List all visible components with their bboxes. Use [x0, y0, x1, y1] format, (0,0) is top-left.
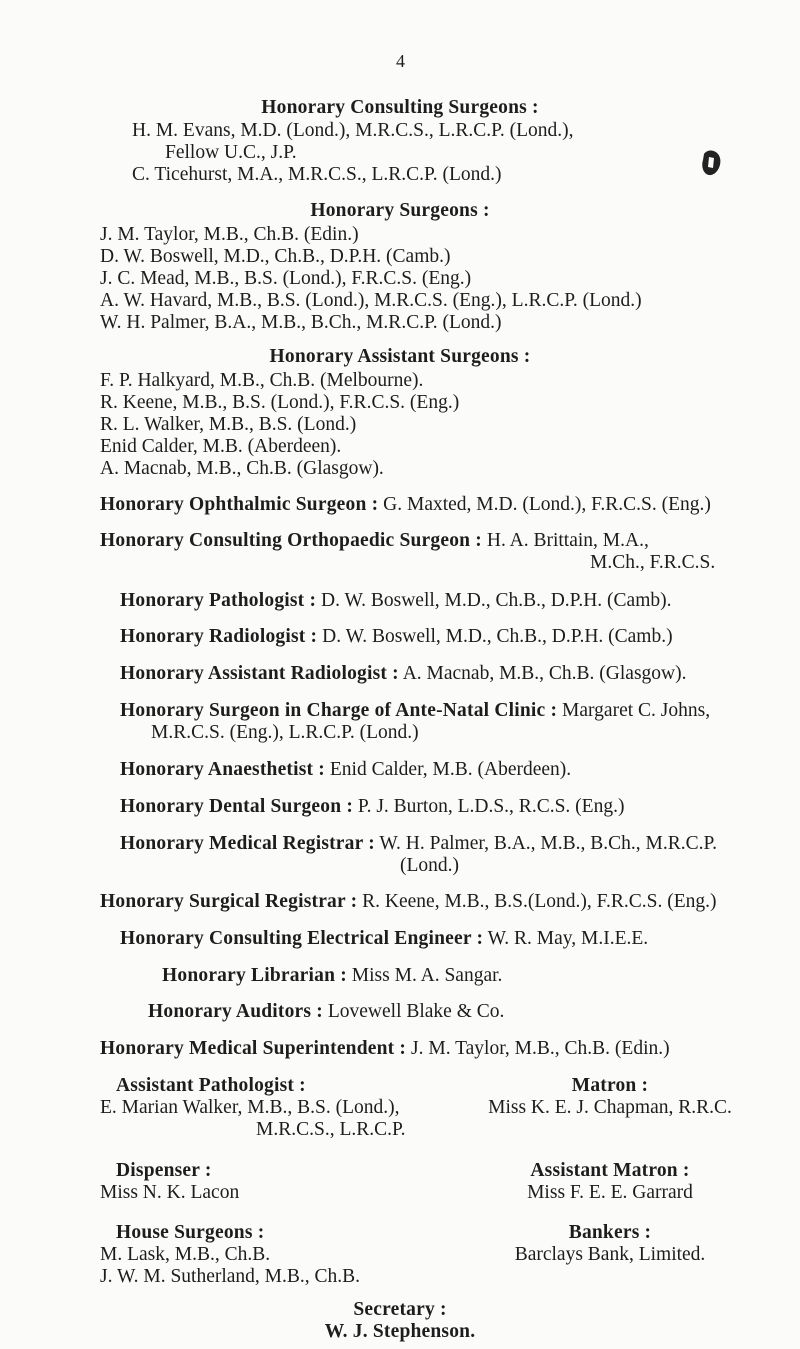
ink-stamp-mark [700, 148, 722, 178]
assistant-matron-line-1: Miss F. E. E. Garrard [527, 1182, 693, 1203]
post-pathologist: Honorary Pathologist : D. W. Boswell, M.D., Ch.B., D.P.H. (Camb). [120, 590, 672, 611]
house-surgeons-heading: House Surgeons : [116, 1222, 265, 1243]
post-electrical-engineer: Honorary Consulting Electrical Engineer : W. R. May, M.I.E.E. [120, 928, 649, 949]
post-orthopaedic-surgeon-cont: M.Ch., F.R.C.S. [590, 552, 716, 573]
post-medical-registrar-cont: (Lond.) [400, 855, 460, 876]
post-librarian: Honorary Librarian : Miss M. A. Sangar. [162, 965, 503, 986]
assistant-pathologist-line-1: E. Marian Walker, M.B., B.S. (Lond.), [100, 1097, 400, 1118]
dispenser-heading: Dispenser : [116, 1160, 212, 1181]
post-dental-surgeon: Honorary Dental Surgeon : P. J. Burton, L.D.S., R.C.S. (Eng.) [120, 796, 625, 817]
consulting-surgeon-line-3: C. Ticehurst, M.A., M.R.C.S., L.R.C.P. (Lond.) [132, 164, 502, 185]
assistant-surgeon-line-3: R. L. Walker, M.B., B.S. (Lond.) [100, 414, 357, 435]
post-orthopaedic-surgeon: Honorary Consulting Orthopaedic Surgeon : H. A. Brittain, M.A., [100, 530, 649, 551]
assistant-pathologist-line-2: M.R.C.S., L.R.C.P. [256, 1119, 406, 1140]
assistant-pathologist-heading: Assistant Pathologist : [116, 1075, 306, 1096]
post-ante-natal-clinic-cont: M.R.C.S. (Eng.), L.R.C.P. (Lond.) [151, 722, 419, 743]
post-surgical-registrar: Honorary Surgical Registrar : R. Keene, M.B., B.S.(Lond.), F.R.C.S. (Eng.) [100, 891, 717, 912]
secretary-heading: Secretary : [353, 1299, 447, 1320]
assistant-surgeon-line-1: F. P. Halkyard, M.B., Ch.B. (Melbourne). [100, 370, 424, 391]
bankers-heading: Bankers : [568, 1222, 652, 1243]
dispenser-line-1: Miss N. K. Lacon [100, 1182, 240, 1203]
surgeon-line-1: J. M. Taylor, M.B., Ch.B. (Edin.) [100, 224, 359, 245]
post-auditors: Honorary Auditors : Lovewell Blake & Co. [148, 1001, 505, 1022]
house-surgeon-line-2: J. W. M. Sutherland, M.B., Ch.B. [100, 1266, 361, 1287]
matron-heading: Matron : [571, 1075, 649, 1096]
post-ophthalmic-surgeon: Honorary Ophthalmic Surgeon : G. Maxted, M.D. (Lond.), F.R.C.S. (Eng.) [100, 494, 711, 515]
secretary-line-1: W. J. Stephenson. [324, 1321, 476, 1342]
assistant-surgeon-line-4: Enid Calder, M.B. (Aberdeen). [100, 436, 342, 457]
assistant-surgeons-heading: Honorary Assistant Surgeons : [269, 346, 531, 367]
surgeons-heading: Honorary Surgeons : [310, 200, 490, 221]
surgeon-line-4: A. W. Havard, M.B., B.S. (Lond.), M.R.C.S. (Eng.), L.R.C.P. (Lond.) [100, 290, 642, 311]
surgeon-line-5: W. H. Palmer, B.A., M.B., B.Ch., M.R.C.P. (Lond.) [100, 312, 502, 333]
post-anaesthetist: Honorary Anaesthetist : Enid Calder, M.B. (Aberdeen). [120, 759, 572, 780]
surgeon-line-2: D. W. Boswell, M.D., Ch.B., D.P.H. (Camb.) [100, 246, 451, 267]
post-ante-natal-clinic: Honorary Surgeon in Charge of Ante-Natal Clinic : Margaret C. Johns, [120, 700, 711, 721]
post-radiologist: Honorary Radiologist : D. W. Boswell, M.D., Ch.B., D.P.H. (Camb.) [120, 626, 673, 647]
assistant-surgeon-line-5: A. Macnab, M.B., Ch.B. (Glasgow). [100, 458, 384, 479]
consulting-surgeons-heading: Honorary Consulting Surgeons : [261, 97, 539, 118]
consulting-surgeon-line-1: H. M. Evans, M.D. (Lond.), M.R.C.S., L.R.C.P. (Lond.), [132, 120, 574, 141]
consulting-surgeon-line-2: Fellow U.C., J.P. [165, 142, 297, 163]
house-surgeon-line-1: M. Lask, M.B., Ch.B. [100, 1244, 271, 1265]
assistant-matron-heading: Assistant Matron : [530, 1160, 690, 1181]
post-assistant-radiologist: Honorary Assistant Radiologist : A. Macnab, M.B., Ch.B. (Glasgow). [120, 663, 687, 684]
post-medical-registrar: Honorary Medical Registrar : W. H. Palmer, B.A., M.B., B.Ch., M.R.C.P. [120, 833, 718, 854]
post-medical-superintendent: Honorary Medical Superintendent : J. M. Taylor, M.B., Ch.B. (Edin.) [100, 1038, 670, 1059]
assistant-surgeon-line-2: R. Keene, M.B., B.S. (Lond.), F.R.C.S. (Eng.) [100, 392, 460, 413]
matron-line-1: Miss K. E. J. Chapman, R.R.C. [488, 1097, 732, 1118]
bankers-line-1: Barclays Bank, Limited. [514, 1244, 706, 1265]
page-number: 4 [396, 51, 405, 71]
surgeon-line-3: J. C. Mead, M.B., B.S. (Lond.), F.R.C.S. (Eng.) [100, 268, 472, 289]
